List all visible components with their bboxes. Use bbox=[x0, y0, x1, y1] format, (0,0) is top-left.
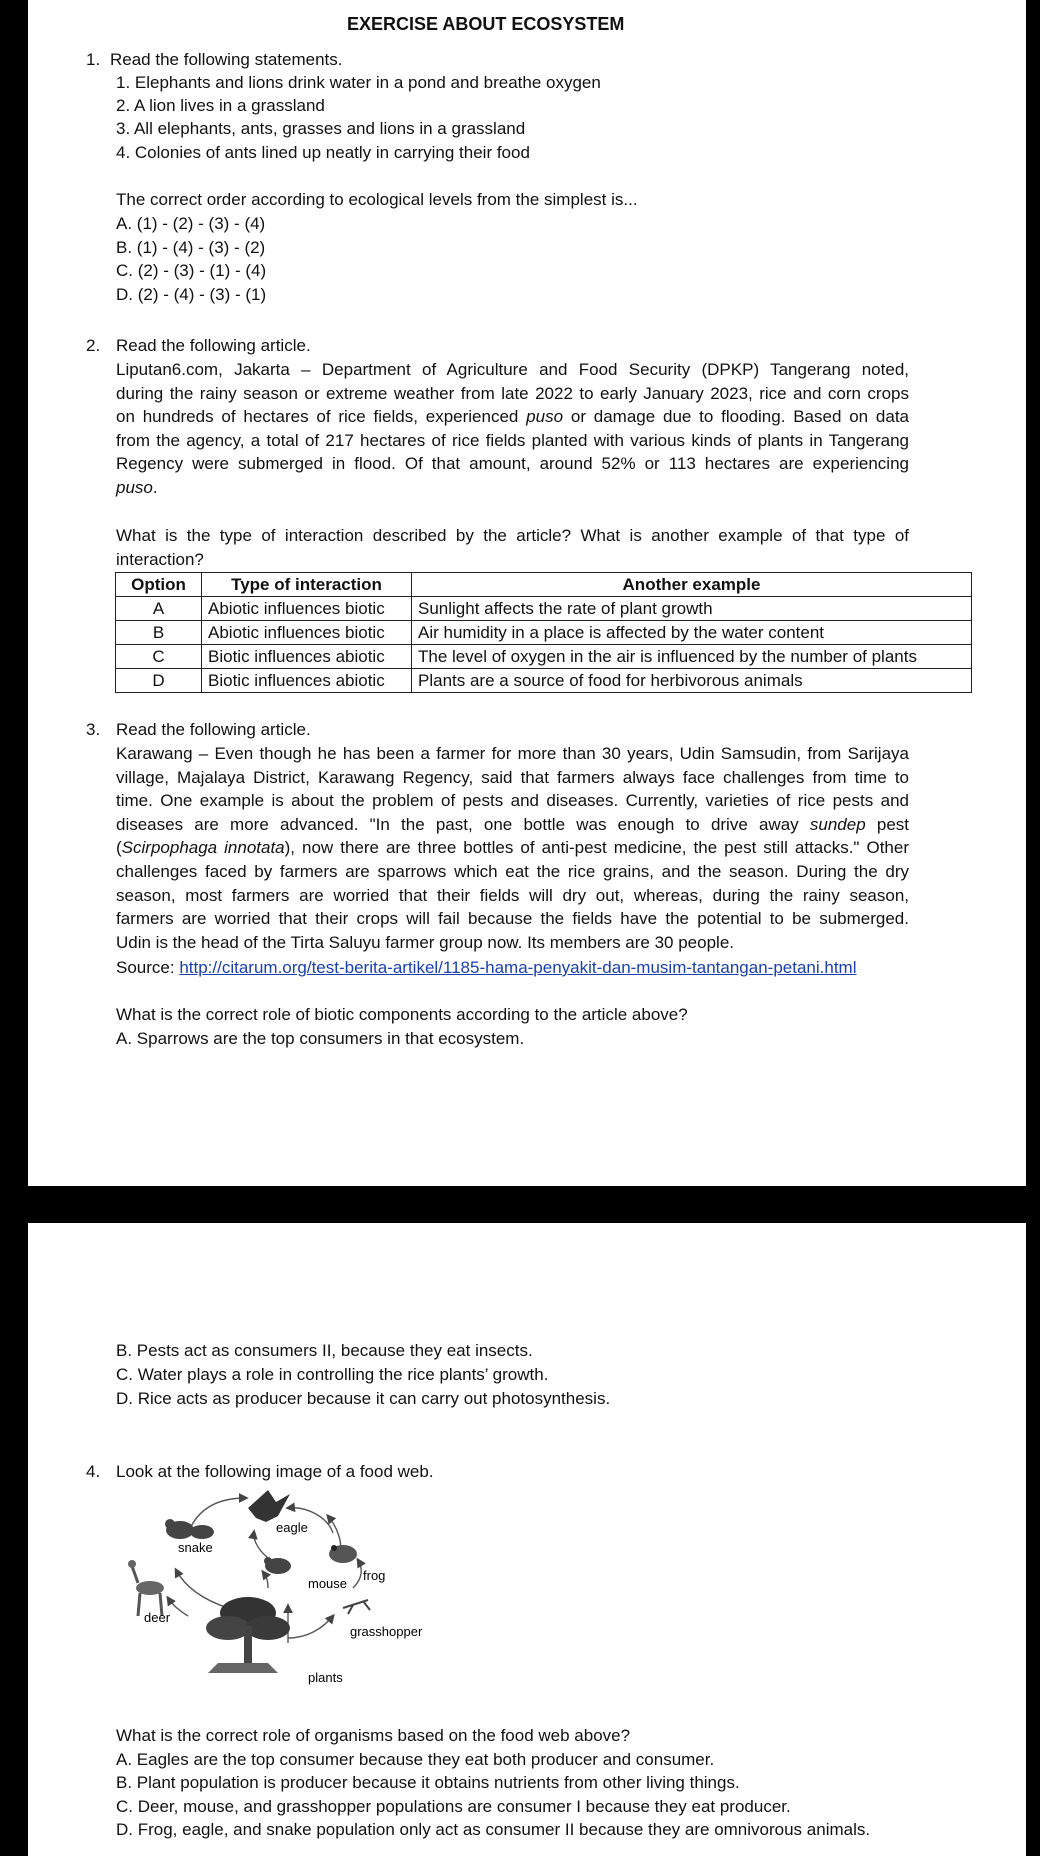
italic-term: sundep bbox=[809, 814, 866, 834]
q1-option-d[interactable]: D. (2) - (4) - (3) - (1) bbox=[116, 285, 267, 304]
q1-question: The correct order according to ecological levels from the simplest is... bbox=[116, 190, 638, 209]
q1-statement: 2. A lion lives in a grassland bbox=[116, 96, 325, 115]
table-cell-type: Abiotic influences biotic bbox=[202, 597, 412, 621]
q1-statement: 3. All elephants, ants, grasses and lions in a grassland bbox=[116, 119, 526, 138]
food-web-label-snake: snake bbox=[178, 1540, 213, 1555]
table-cell-type: Biotic influences abiotic bbox=[202, 645, 412, 669]
q4-question: What is the correct role of organisms based on the food web above? bbox=[116, 1726, 631, 1745]
italic-term: puso bbox=[526, 407, 564, 427]
table-row[interactable] bbox=[116, 645, 972, 669]
article-line bbox=[116, 813, 909, 837]
table-cell-example: The level of oxygen in the air is influenced by the number of plants bbox=[412, 645, 972, 669]
q2-article bbox=[116, 358, 909, 500]
article-line: time. One example is about the problem of pests and diseases. Currently, varieties of rice pests and bbox=[116, 791, 909, 811]
article-text: diseases are more advanced. "In the past, one bottle was enough to drive away bbox=[116, 814, 799, 834]
frog-icon bbox=[329, 1545, 357, 1563]
q3-prompt: Read the following article. bbox=[116, 720, 311, 739]
document-page-2 bbox=[28, 1223, 1026, 1856]
q4-number: 4. bbox=[86, 1462, 101, 1481]
snake-icon bbox=[165, 1519, 214, 1539]
article-line: during the rainy season or extreme weather from late 2022 to early January 2023, rice and corn crops bbox=[116, 383, 909, 403]
article-text: . bbox=[152, 477, 158, 497]
table-cell-type: Biotic influences abiotic bbox=[202, 669, 412, 693]
q3-question: What is the correct role of biotic components according to the article above? bbox=[116, 1005, 688, 1024]
q1-option-a[interactable]: A. (1) - (2) - (3) - (4) bbox=[116, 214, 266, 233]
table-cell-option: B bbox=[116, 621, 202, 645]
q1-statement: 4. Colonies of ants lined up neatly in carrying their food bbox=[116, 143, 530, 162]
table-cell-example: Sunlight affects the rate of plant growth bbox=[412, 597, 972, 621]
q2-options-table bbox=[115, 572, 972, 693]
q1-prompt: Read the following statements. bbox=[110, 50, 343, 69]
table-header: Option bbox=[116, 573, 202, 597]
article-line: village, Majalaya District, Karawang Regency, said that farmers always face challenges from time to bbox=[116, 767, 909, 787]
article-line bbox=[116, 476, 909, 500]
q1-option-c[interactable]: C. (2) - (3) - (1) - (4) bbox=[116, 261, 267, 280]
article-line: Liputan6.com, Jakarta – Department of Agriculture and Food Security (DPKP) Tangerang noted, bbox=[116, 360, 909, 379]
table-cell-example: Air humidity in a place is affected by the water content bbox=[412, 621, 972, 645]
table-header: Another example bbox=[412, 573, 972, 597]
table-cell-option: D bbox=[116, 669, 202, 693]
document-page-1 bbox=[28, 0, 1026, 1186]
mouse-icon bbox=[264, 1557, 291, 1574]
q1-statement: 1. Elephants and lions drink water in a pond and breathe oxygen bbox=[116, 73, 601, 92]
q4-option-c[interactable]: C. Deer, mouse, and grasshopper populations are consumer I because they eat producer. bbox=[116, 1797, 791, 1816]
q3-option-d[interactable]: D. Rice acts as producer because it can carry out photosynthesis. bbox=[116, 1389, 611, 1408]
q1-option-b[interactable]: B. (1) - (4) - (3) - (2) bbox=[116, 238, 266, 257]
q3-article bbox=[116, 742, 909, 954]
table-row[interactable] bbox=[116, 621, 972, 645]
article-line: challenges faced by farmers are sparrows which eat the rice grains, and the season. During the dry bbox=[116, 861, 909, 881]
table-header: Type of interaction bbox=[202, 573, 412, 597]
italic-term: puso bbox=[116, 477, 153, 497]
article-text: ), now there are three bottles of anti-pest medicine, the pest still attacks." Other bbox=[284, 838, 909, 858]
article-line: season, most farmers are worried that their fields will dry out, whereas, during the rainy season, bbox=[116, 885, 909, 905]
article-line bbox=[116, 405, 909, 429]
q3-option-b[interactable]: B. Pests act as consumers II, because they eat insects. bbox=[116, 1341, 533, 1360]
article-text: on hundreds of hectares of rice fields, experienced bbox=[116, 407, 519, 427]
food-web-label-deer: deer bbox=[144, 1610, 171, 1625]
q4-option-d[interactable]: D. Frog, eagle, and snake population only act as consumer II because they are omnivorous animals. bbox=[116, 1820, 871, 1839]
article-line: Regency were submerged in flood. Of that amount, around 52% or 113 hectares are experiencing bbox=[116, 454, 909, 474]
q4-option-b[interactable]: B. Plant population is producer because it obtains nutrients from other living things. bbox=[116, 1773, 740, 1792]
table-cell-type: Abiotic influences biotic bbox=[202, 621, 412, 645]
table-cell-option: C bbox=[116, 645, 202, 669]
q4-prompt: Look at the following image of a food web. bbox=[116, 1462, 434, 1481]
article-text: ( bbox=[116, 838, 122, 858]
food-web-label-mouse: mouse bbox=[308, 1576, 348, 1591]
q3-source bbox=[116, 958, 856, 978]
q2-prompt: Read the following article. bbox=[116, 336, 311, 355]
table-cell-option: A bbox=[116, 597, 202, 621]
table-row[interactable] bbox=[116, 669, 972, 693]
food-web-label-frog: frog bbox=[363, 1568, 386, 1583]
question-line: interaction? bbox=[116, 549, 204, 569]
plants-icon bbox=[206, 1597, 290, 1673]
q2-number: 2. bbox=[86, 336, 101, 355]
article-line: farmers are worried that their crops will fail because the fields have the potential to be submerged. bbox=[116, 909, 909, 929]
source-link[interactable]: http://citarum.org/test-berita-artikel/1185-hama-penyakit-dan-musim-tantangan-petani.html bbox=[179, 958, 857, 977]
q4-option-a[interactable]: A. Eagles are the top consumer because they eat both producer and consumer. bbox=[116, 1750, 715, 1769]
q3-number: 3. bbox=[86, 720, 101, 739]
article-line: Udin is the head of the Tirta Saluyu farmer group now. Its members are 30 people. bbox=[116, 932, 735, 952]
question-line: What is the type of interaction described by the article? What is another example of that type of bbox=[116, 526, 909, 545]
grasshopper-icon bbox=[343, 1600, 370, 1614]
table-header-row bbox=[116, 573, 972, 597]
food-web-label-eagle: eagle bbox=[276, 1520, 308, 1535]
article-text: pest bbox=[876, 814, 909, 834]
table-row[interactable] bbox=[116, 597, 972, 621]
q3-option-c[interactable]: C. Water plays a role in controlling the rice plants’ growth. bbox=[116, 1365, 549, 1384]
article-text: or damage due to flooding. Based on data bbox=[570, 407, 910, 427]
article-line bbox=[116, 836, 909, 860]
q2-question bbox=[116, 524, 909, 571]
deer-icon bbox=[128, 1560, 164, 1616]
food-web-diagram bbox=[128, 1488, 458, 1698]
page-title: EXERCISE ABOUT ECOSYSTEM bbox=[347, 14, 625, 34]
article-line: from the agency, a total of 217 hectares of rice fields planted with various kinds of plants in Tangerang bbox=[116, 430, 909, 450]
source-label: Source: bbox=[116, 958, 180, 977]
eagle-icon bbox=[248, 1490, 290, 1522]
q1-number: 1. bbox=[86, 50, 101, 69]
italic-term: Scirpophaga innotata bbox=[121, 838, 285, 858]
food-web-label-plants: plants bbox=[308, 1670, 343, 1685]
article-line: Karawang – Even though he has been a farmer for more than 30 years, Udin Samsudin, from Sarijaya bbox=[116, 744, 909, 763]
table-cell-example: Plants are a source of food for herbivorous animals bbox=[412, 669, 972, 693]
food-web-label-grasshopper: grasshopper bbox=[350, 1624, 423, 1639]
q3-option-a[interactable]: A. Sparrows are the top consumers in that ecosystem. bbox=[116, 1029, 525, 1048]
